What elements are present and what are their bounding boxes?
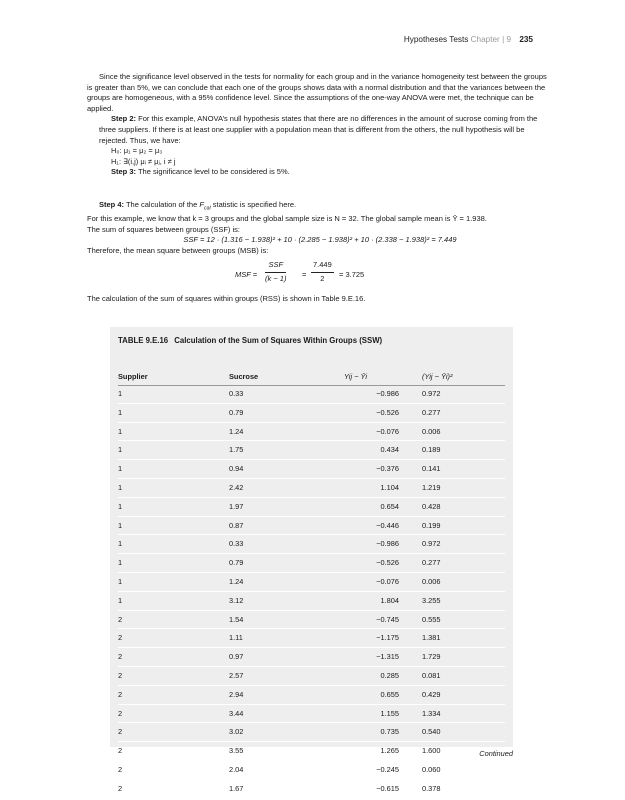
table-row [118,742,505,761]
step3-label: Step 3: [111,167,137,177]
paragraph-normality: Since the significance level observed in the tests for normality for each group and in the variance homogeneity test between the groups is greater than 5%, we can conclude that each one of the groups shows data with a normal distribution and that the variances between the groups are homogeneous, with a 95% confidence level. Since the assumptions of the one-way ANOVA were met, the technique can be applied. [87,72,547,113]
table-row [118,460,505,479]
table-cell: 1.600 [422,746,441,756]
table-cell: 1.334 [422,708,441,718]
table-cell: 2 [118,746,123,756]
msf-num1: SSF [265,260,286,273]
table-row [118,592,505,611]
table-cell: 2 [118,708,123,718]
table-cell: 1.381 [422,633,441,643]
table-row [118,648,505,667]
table-cell: 2.42 [229,482,244,492]
table-cell: 1 [118,464,123,474]
table-label: TABLE 9.E.16 [118,336,169,345]
table-cell: 0.277 [422,407,441,417]
table-cell: 0.972 [422,539,441,549]
table-cell: 0.972 [422,389,441,398]
table-cell: 0.006 [422,576,441,586]
table-cell: 0.285 [380,670,399,680]
h1-line: H₁: ∃(i,j) μᵢ ≠ μⱼ, i ≠ j [111,156,176,166]
table-cell: 0.33 [229,389,244,398]
table-cell: 2 [118,727,123,737]
table-body [118,385,505,799]
table-cell: 0.79 [229,407,244,417]
table-cell: 1.11 [229,633,243,643]
table-cell: 1 [118,407,123,417]
step4-text-b: statistic is specified here. [212,200,297,209]
table-row [118,517,505,536]
table-row [118,780,505,799]
table-cell: 0.434 [380,445,399,455]
table-cell: 0.540 [422,727,441,737]
table-cell: −1.315 [376,652,399,662]
table-row [118,705,505,724]
table-cell: −0.526 [376,558,399,568]
fcal-symbol: $F_{cal}$ [199,200,211,212]
table-cell: −0.076 [376,426,399,436]
table-cell: 0.555 [422,614,441,624]
table-cell: 1 [118,445,123,455]
col-header-deviation: Yij − Ȳi [344,372,368,381]
table-cell: 2 [118,670,123,680]
table-cell: 3.02 [229,727,244,737]
table-title [118,336,382,345]
table-cell: −0.245 [376,764,399,774]
msf-num2: 7.449 [311,260,334,273]
table-cell: −1.175 [376,633,399,643]
table-row [118,441,505,460]
table-cell: 0.081 [422,670,441,680]
table-cell: 0.655 [380,689,399,699]
table-row [118,479,505,498]
table-row [118,498,505,517]
table-cell: 1.729 [422,652,441,662]
table-cell: 1 [118,389,123,398]
table-cell: 2.04 [229,764,244,774]
table-cell: −0.376 [376,464,399,474]
table-cell: 0.429 [422,689,441,699]
example-line: For this example, we know that k = 3 groups and the global sample size is N = 32. The global sample mean is Ȳ = 1.938. [87,214,487,224]
table-row [118,629,505,648]
table-cell: 1.804 [380,595,399,605]
table-cell: 1.265 [380,746,399,756]
table-cell: 1.155 [380,708,399,718]
header-chapter-num: 9 [506,35,512,44]
table-row [118,385,505,404]
msf-intro: Therefore, the mean square between groups (MSB) is: [87,245,269,255]
table-cell: 0.79 [229,558,244,568]
table-cell: 1 [118,576,123,586]
ssf-equation: SSF = 12 · (1.316 − 1.938)² + 10 · (2.285 − 1.938)² + 10 · (2.338 − 1.938)² = 7.449 [183,235,457,245]
table-caption: Calculation of the Sum of Squares Within Groups (SSW) [174,336,383,345]
table-header [118,357,505,386]
table-cell: −0.986 [376,389,399,398]
table-cell: 0.97 [229,652,244,662]
table-cell: 1 [118,595,123,605]
table-cell: 1.219 [422,482,441,492]
msf-equation [87,260,553,290]
table-cell: 2 [118,783,123,793]
header-section: Hypotheses Tests [403,35,469,44]
table-row [118,667,505,686]
table-cell: 1.67 [229,783,244,793]
table-cell: 1 [118,482,123,492]
header-separator: | [502,35,505,44]
table-cell: 1 [118,539,123,549]
table-cell: 1.54 [229,614,244,624]
table-cell: 2.57 [229,670,244,680]
table-cell: 1 [118,426,123,436]
table-cell: 0.060 [422,764,441,774]
h0-line: H₀: μ₁ = μ₂ = μ₃ [111,146,163,156]
msf-den2: 2 [320,274,325,284]
table-cell: −0.526 [376,407,399,417]
continued-note: Continued [479,749,513,758]
table-cell: 0.735 [380,727,399,737]
table-row [118,686,505,705]
table-cell: 0.428 [422,501,441,511]
step4-label: Step 4: [99,200,125,209]
ssf-intro: The sum of squares between groups (SSF) is: [87,224,240,234]
msf-fraction-1 [265,260,286,284]
table-cell: 3.44 [229,708,244,718]
msf-fraction-2 [311,260,334,284]
table-cell: 0.199 [422,520,441,530]
step2-label: Step 2: [111,114,137,124]
step3-text: The significance level to be considered is 5%. [137,167,290,177]
step4-text-a: The calculation of the [125,200,198,209]
table-row [118,573,505,592]
msf-result: = 3.725 [339,270,365,280]
table-cell: 1.24 [229,426,244,436]
step4-paragraph [87,200,553,214]
rss-line: The calculation of the sum of squares within groups (RSS) is shown in Table 9.E.16. [87,294,366,304]
table-cell: 0.94 [229,464,244,474]
msf-lhs: MSF = [235,270,258,280]
table-cell: 1.24 [229,576,244,586]
table-cell: 1 [118,520,123,530]
table-cell: 0.654 [380,501,399,511]
table-cell: 3.12 [229,595,244,605]
table-cell: 1.97 [229,501,244,511]
msf-den1: (k − 1) [265,274,287,284]
table-cell: 1 [118,501,123,511]
col-header-supplier: Supplier [118,372,148,381]
table-cell: −0.615 [376,783,399,793]
table-cell: 0.33 [229,539,244,549]
table-cell: 2.94 [229,689,244,699]
msf-eq-sign: = [302,270,307,280]
table-cell: −0.745 [376,614,399,624]
table-cell: 0.378 [422,783,441,793]
table-row [118,535,505,554]
table-cell: 1 [118,558,123,568]
step3-paragraph [99,167,553,178]
running-header [404,35,533,44]
table-cell: 3.55 [229,746,244,756]
page-number: 235 [519,35,533,44]
table-row [118,423,505,442]
table-row [118,611,505,630]
body-section-2 [87,200,553,305]
table-cell: 0.189 [422,445,441,455]
body-section-1 [87,72,553,178]
table-row [118,404,505,423]
table-cell: 0.006 [422,426,441,436]
table-row [118,554,505,573]
header-chapter: Chapter [470,35,500,44]
table-cell: −0.076 [376,576,399,586]
table-cell: 0.277 [422,558,441,568]
col-header-sucrose: Sucrose [229,372,259,381]
table-cell: 2 [118,689,123,699]
table-cell: 2 [118,614,123,624]
table-row [118,761,505,780]
table-cell: 2 [118,764,123,774]
table-cell: 1.75 [229,445,244,455]
table-cell: 3.255 [422,595,441,605]
table-cell: 1.104 [380,482,399,492]
table-cell: 2 [118,633,123,643]
step2-text: For this example, ANOVA’s null hypothesis states that there are no differences in the amount of sucrose coming from the three suppliers. If there is at least one supplier with a population mean that is different from the others, the null hypothesis will be rejected. Thus, we have: [99,114,538,145]
col-header-squared: (Yij − Ȳi)² [422,372,453,381]
table-cell: 0.87 [229,520,244,530]
table-cell: 2 [118,652,123,662]
table-cell: −0.446 [376,520,399,530]
table-cell: 0.141 [422,464,441,474]
table-cell: −0.986 [376,539,399,549]
table-row [118,723,505,742]
step2-paragraph [99,114,553,146]
